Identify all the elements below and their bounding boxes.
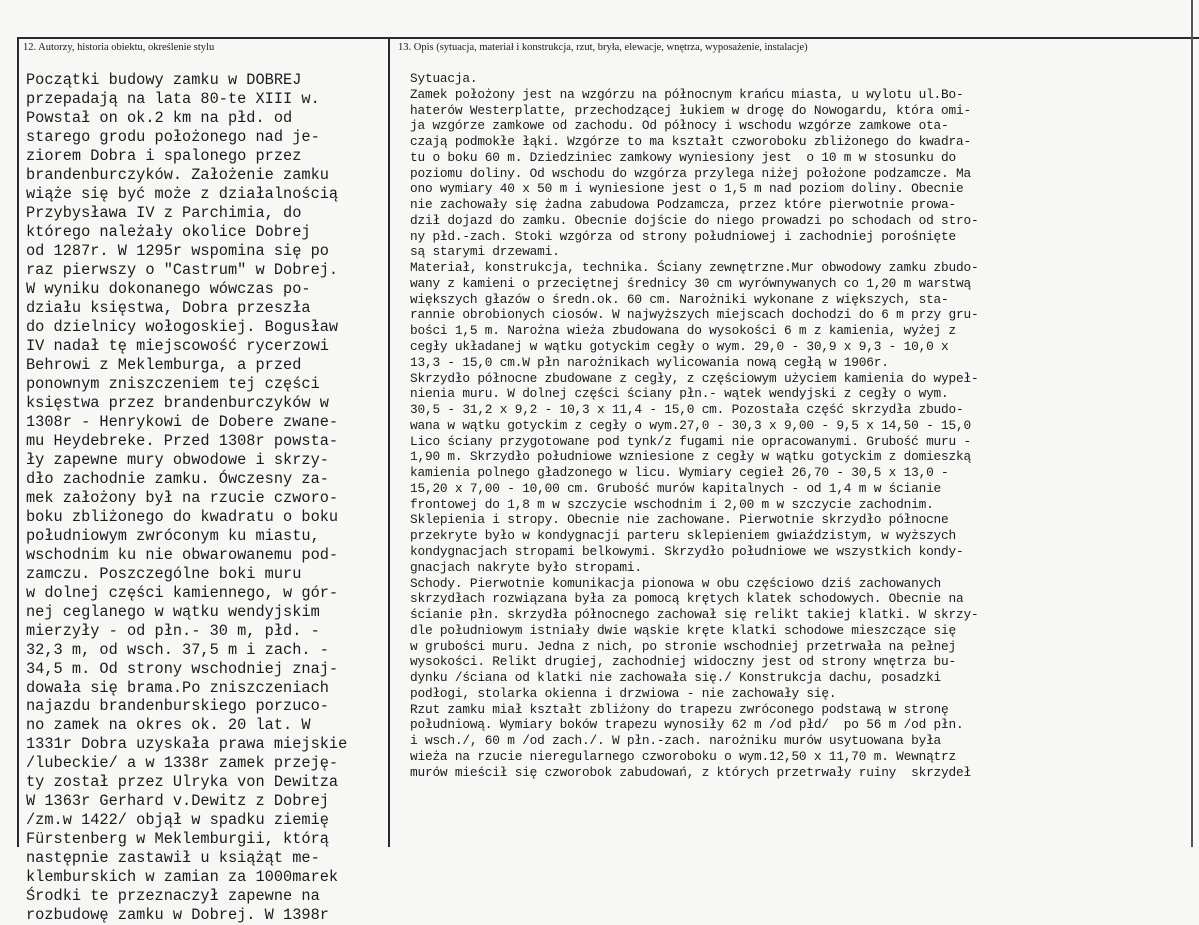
description-text-line: i wsch./, 60 m /od zach./. W płn.-zach. narożniku murów usytuowana była: [410, 733, 942, 749]
history-text-line: przepadają na lata 80-te XIII w.: [26, 89, 320, 108]
history-text-line: raz pierwszy o "Castrum" w Dobrej.: [26, 260, 339, 279]
description-text-line: Schody. Pierwotnie komunikacja pionowa w obu częściowo dziś zachowanych: [410, 575, 942, 591]
history-text-line: dowała się brama.Po zniszczeniach: [26, 678, 329, 697]
history-text-line: ponownym zniszczeniem tej części: [26, 374, 320, 393]
description-text-line: wysokości. Relikt drugiej, zachodniej widoczny jest od strony wnętrza bu-: [410, 654, 956, 670]
history-text-line: 1308r - Henrykowi de Dobere zwane-: [26, 412, 339, 431]
description-text-line: południową. Wymiary boków trapezu wynosiły 62 m /od płd/ po 56 m /od płn.: [410, 717, 964, 733]
description-text-line: 1,90 m. Skrzydło południowe wzniesione z cegły w wątku gotyckim z domieszką: [410, 449, 971, 465]
history-text-line: wiąże się być może z działalnością: [26, 184, 339, 203]
history-text-column: [26, 71, 347, 925]
description-text-line: rannie obrobionych ciosów. W najwyższych miejscach dochodzi do 6 m przy gru-: [410, 307, 979, 323]
description-text-line: podłogi, stolarka okienna i drzwiowa - nie zachowały się.: [410, 685, 837, 701]
description-text-line: wana w wątku gotyckim z cegły o wym.27,0 - 30,3 x 9,00 - 9,5 x 14,50 - 15,0: [410, 417, 971, 433]
history-text-line: 32,3 m, od wsch. 37,5 m i zach. -: [26, 640, 329, 659]
description-text-line: murów mieścił się czworobok zabudowań, z których przetrwały ruiny skrzydeł: [410, 764, 971, 780]
history-text-line: następnie zastawił u książąt me-: [26, 849, 320, 868]
history-text-line: Przybysława IV z Parchimia, do: [26, 203, 302, 222]
description-text-line: Sklepienia i stropy. Obecnie nie zachowane. Pierwotnie skrzydło północne: [410, 512, 949, 528]
description-text-line: Lico ściany przygotowane pod tynk/z fugami nie opracowanymi. Grubość muru -: [410, 433, 971, 449]
history-text-line: brandenburczyków. Założenie zamku: [26, 165, 329, 184]
history-text-line: działu księstwa, Dobra przeszła: [26, 298, 311, 317]
description-text-line: dził dojazd do zamku. Obecnie dojście do niego prowadzi po schodach od stro-: [410, 212, 979, 228]
description-text-line: ono wymiary 40 x 50 m i wyniesione jest o 1,5 m nad poziom doliny. Obecnie: [410, 181, 964, 197]
history-text-line: IV nadał tę miejscowość rycerzowi: [26, 336, 329, 355]
history-text-line: mu Heydebreke. Przed 1308r powsta-: [26, 431, 339, 450]
description-text-column: [410, 71, 978, 780]
history-text-line: starego grodu położonego nad je-: [26, 127, 320, 146]
history-text-line: W 1363r Gerhard v.Dewitz z Dobrej: [26, 792, 329, 811]
description-text-line: dle południowym istniały dwie wąskie kręte klatki schodowe mieszczące się: [410, 622, 956, 638]
history-text-line: 1331r Dobra uzyskała prawa miejskie: [26, 735, 348, 754]
description-text-line: kamienia polnego gładzonego w licu. Wymiary cegieł 26,70 - 30,5 x 13,0 -: [410, 465, 949, 481]
history-text-line: nej ceglanego w wątku wendyjskim: [26, 602, 320, 621]
frame-right-rule: [1191, 0, 1193, 847]
description-text-line: kondygnacjach stropami belkowymi. Skrzydło południowe we wszystkich kondy-: [410, 543, 964, 559]
description-text-line: gnacjach nakryte było stropami.: [410, 559, 642, 575]
description-text-line: poziomu doliny. Od wschodu do wzgórza przylega niżej położone podzamcze. Ma: [410, 165, 971, 181]
description-text-line: wany z kamieni o przeciętnej średnicy 30 cm wyrównywanych co 1,20 m warstwą: [410, 275, 971, 291]
description-text-line: czają podmokłe łąki. Wzgórze to ma kształt czworoboku zbliżonego do kwadra-: [410, 134, 971, 150]
description-text-line: Rzut zamku miał kształt zbliżony do trapezu zwróconego podstawą w stronę: [410, 701, 949, 717]
description-text-line: dynku /ściana od klatki nie zachowała się./ Konstrukcja dachu, posadzki: [410, 670, 942, 686]
history-text-line: mierzyły - od płn.- 30 m, płd. -: [26, 621, 320, 640]
history-text-line: no zamek na okres ok. 20 lat. W: [26, 716, 311, 735]
history-text-line: Powstał on ok.2 km na płd. od: [26, 108, 293, 127]
description-text-line: ścianie płn. skrzydła północnego zachował się relikt takiej klatki. W skrzy-: [410, 607, 979, 623]
history-text-line: którego należały okolice Dobrej: [26, 222, 311, 241]
history-text-line: ty został przez Ulryka von Dewitza: [26, 773, 339, 792]
history-text-line: najazdu brandenburskiego porzuco-: [26, 697, 329, 716]
description-text-line: ny płd.-zach. Stoki wzgórza od strony południowej i zachodniej porośnięte: [410, 228, 956, 244]
description-text-line: w grubości muru. Jedna z nich, po stronie wschodniej przetrwała na pełnej: [410, 638, 956, 654]
section-13-header: 13. Opis (sytuacja, materiał i konstrukcja, rzut, bryła, elewacje, wnętrza, wyposażenie, instalacje): [398, 42, 808, 53]
frame-top-rule: [17, 37, 1199, 39]
description-text-line: większych głazów o średn.ok. 60 cm. Narożniki wykonane z większych, sta-: [410, 291, 949, 307]
description-text-line: 15,20 x 7,00 - 10,00 cm. Grubość murów kapitalnych - od 1,4 m w ścianie: [410, 480, 942, 496]
description-text-line: bości 1,5 m. Narożna wieża zbudowana do wysokości 6 m z kamienia, wyżej z: [410, 323, 956, 339]
history-text-line: /lubeckie/ a w 1338r zamek przeję-: [26, 754, 339, 773]
description-text-line: haterów Westerplatte, przechodzącej łukiem w drogę do Nowogardu, która omi-: [410, 102, 971, 118]
history-text-line: W wyniku dokonanego wówczas po-: [26, 279, 311, 298]
history-text-line: ziorem Dobra i spalonego przez: [26, 146, 302, 165]
history-text-line: boku zbliżonego do kwadratu o boku: [26, 507, 339, 526]
history-text-line: dło zachodnie zamku. Ówczesny za-: [26, 469, 329, 488]
history-text-line: mek założony był na rzucie czworo-: [26, 488, 339, 507]
history-text-line: ły zapewne mury obwodowe i skrzy-: [26, 450, 329, 469]
history-text-line: /zm.w 1422/ objął w spadku ziemię: [26, 811, 329, 830]
history-text-line: wschodnim ku nie obwarowanemu pod-: [26, 545, 339, 564]
history-text-line: Fürstenberg w Meklemburgii, którą: [26, 830, 329, 849]
frame-left-rule: [17, 37, 19, 847]
history-text-line: Początki budowy zamku w DOBREJ: [26, 71, 302, 89]
history-text-line: Środki te przeznaczył zapewne na: [26, 887, 320, 906]
description-text-line: nie zachowały się żadna zabudowa Podzamcza, przez które pierwotnie prowa-: [410, 197, 956, 213]
history-text-line: Behrowi z Meklemburga, a przed: [26, 355, 302, 374]
description-text-line: wieża na rzucie nieregularnego czworoboku o wym.12,50 x 11,70 m. Wewnątrz: [410, 748, 956, 764]
history-text-line: 34,5 m. Od strony wschodniej znaj-: [26, 659, 339, 678]
description-text-line: cegły układanej w wątku gotyckim cegły o wym. 29,0 - 30,9 x 9,3 - 10,0 x: [410, 339, 949, 355]
history-text-line: południowym zwróconym ku miastu,: [26, 526, 320, 545]
history-text-line: księstwa przez brandenburczyków w: [26, 393, 329, 412]
history-text-line: od 1287r. W 1295r wspomina się po: [26, 241, 329, 260]
history-text-line: rozbudowę zamku w Dobrej. W 1398r: [26, 906, 329, 925]
history-text-line: zamczu. Poszczególne boki muru: [26, 564, 302, 583]
column-divider: [388, 37, 390, 847]
description-text-line: 13,3 - 15,0 cm.W płn narożnikach wylicowania nową cegłą w 1906r.: [410, 354, 889, 370]
description-text-line: frontowej do 1,8 m w szczycie wschodnim i 2,00 m w szczycie zachodnim.: [410, 496, 934, 512]
description-text-line: Sytuacja.: [410, 71, 478, 86]
description-text-line: 30,5 - 31,2 x 9,2 - 10,3 x 11,4 - 15,0 cm. Pozostała część skrzydła zbudo-: [410, 402, 964, 418]
description-text-line: Skrzydło północne zbudowane z cegły, z częściowym użyciem kamienia do wypeł-: [410, 370, 979, 386]
description-text-line: Zamek położony jest na wzgórzu na północnym krańcu miasta, u wylotu ul.Bo-: [410, 86, 964, 102]
description-text-line: ja wzgórze zamkowe od zachodu. Od północy i wschodu wzgórze zamkowe ota-: [410, 118, 949, 134]
description-text-line: Materiał, konstrukcja, technika. Ściany zewnętrzne.Mur obwodowy zamku zbudo-: [410, 260, 979, 276]
history-text-line: klemburskich w zamian za 1000marek: [26, 868, 339, 887]
section-12-header: 12. Autorzy, historia obiektu, określenie stylu: [23, 42, 215, 53]
description-text-line: skrzydłach rozwiązana była za pomocą krętych klatek schodowych. Obecnie na: [410, 591, 964, 607]
history-text-line: w dolnej części kamiennego, w gór-: [26, 583, 339, 602]
description-text-line: przekryte było w kondygnacji parteru sklepieniem gwiaździstym, w wyższych: [410, 528, 956, 544]
description-text-line: nienia muru. W dolnej części ściany płn.- wątek wendyjski z cegły o wym.: [410, 386, 949, 402]
description-text-line: są starymi drzewami.: [410, 244, 560, 260]
history-text-line: do dzielnicy wołogoskiej. Bogusław: [26, 317, 339, 336]
description-text-line: tu o boku 60 m. Dziedziniec zamkowy wyniesiony jest o 10 m w stosunku do: [410, 149, 956, 165]
